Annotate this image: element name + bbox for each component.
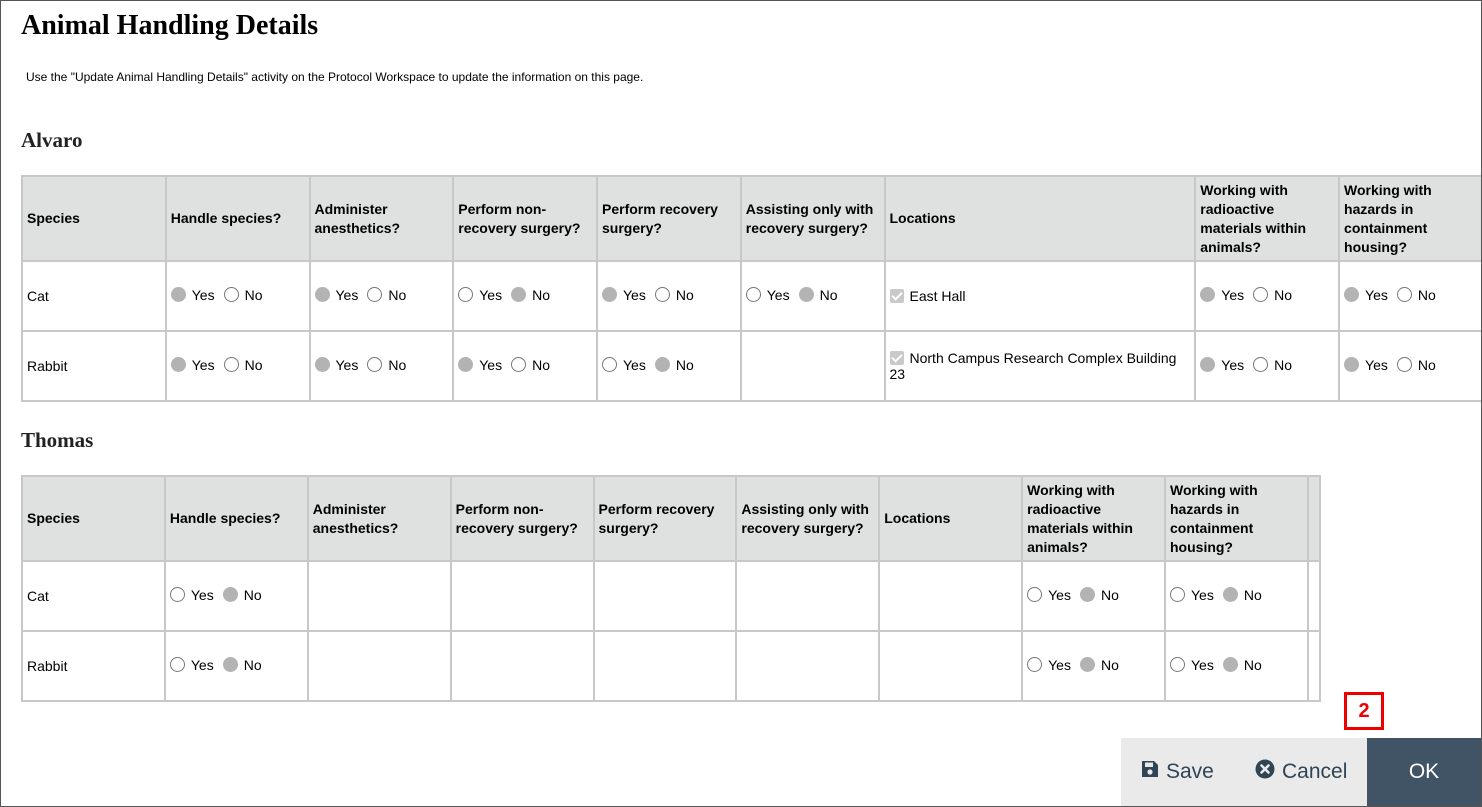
col-hazards: Working with hazards in containment housing? [1165, 476, 1308, 561]
non-recovery-cell [451, 631, 594, 701]
col-extra [1308, 476, 1320, 561]
hazards-cell [1339, 331, 1482, 401]
handle-cell [165, 631, 308, 701]
yes-no-radio-group [602, 286, 703, 305]
radio-no[interactable] [367, 287, 415, 303]
radio-yes-icon[interactable] [1344, 287, 1359, 302]
radio-no-label: No [1100, 656, 1119, 673]
radioactive-cell [1022, 561, 1165, 631]
radio-no-icon[interactable] [224, 287, 239, 302]
radio-yes-label: Yes [1048, 586, 1071, 603]
radio-yes[interactable] [602, 357, 655, 373]
section-title-alvaro: Alvaro [21, 128, 83, 152]
non-recovery-cell [453, 261, 597, 331]
non-recovery-cell [451, 561, 594, 631]
footer-bar [1121, 738, 1481, 806]
radio-yes-label: Yes [1221, 286, 1245, 303]
radio-no-icon[interactable] [1080, 657, 1095, 672]
radio-no-label: No [244, 356, 263, 373]
radio-no[interactable] [223, 587, 271, 603]
radio-yes[interactable] [1344, 287, 1397, 303]
radio-yes-icon[interactable] [315, 287, 330, 302]
col-non-recovery: Perform non-recovery surgery? [453, 176, 597, 261]
save-button[interactable] [1141, 738, 1214, 806]
radio-yes[interactable] [1027, 587, 1080, 603]
col-assisting: Assisting only with recovery surgery? [736, 476, 879, 561]
yes-no-radio-group [1170, 656, 1271, 675]
col-recovery: Perform recovery surgery? [597, 176, 741, 261]
assisting-cell [736, 561, 879, 631]
radio-no[interactable] [511, 357, 559, 373]
location-label: East Hall [909, 288, 966, 304]
radio-no-icon[interactable] [1253, 357, 1268, 372]
checkbox-icon[interactable] [890, 351, 904, 365]
radio-no[interactable] [1080, 587, 1128, 603]
radio-no-label: No [819, 286, 838, 303]
hazards-cell [1165, 631, 1308, 701]
hazards-cell [1339, 261, 1482, 331]
radio-no[interactable] [1223, 657, 1271, 673]
radio-no-icon[interactable] [223, 587, 238, 602]
radio-yes[interactable] [171, 287, 224, 303]
radio-no[interactable] [1397, 287, 1445, 303]
page-title: Animal Handling Details [21, 10, 319, 41]
assisting-cell [741, 261, 885, 331]
radio-yes-label: Yes [623, 286, 646, 303]
radio-no-icon[interactable] [1253, 287, 1268, 302]
radio-yes-icon[interactable] [1200, 357, 1215, 372]
radio-yes-label: Yes [1365, 356, 1388, 373]
radio-yes[interactable] [171, 357, 224, 373]
yes-no-radio-group [458, 356, 559, 375]
radio-yes-icon[interactable] [458, 287, 473, 302]
handle-cell [166, 331, 310, 401]
save-icon [1141, 760, 1159, 784]
radio-yes-label: Yes [335, 356, 359, 373]
species-cell: Rabbit [22, 631, 165, 701]
radio-no[interactable] [1397, 357, 1445, 373]
radio-yes-label: Yes [766, 286, 790, 303]
cancel-icon [1255, 759, 1275, 785]
col-non-recovery: Perform non-recovery surgery? [451, 476, 594, 561]
radio-no[interactable] [1223, 587, 1271, 603]
radio-yes[interactable] [170, 657, 223, 673]
yes-no-radio-group [1027, 586, 1128, 605]
table-row [22, 261, 1482, 331]
yes-no-radio-group [602, 356, 703, 375]
col-handle: Handle species? [165, 476, 308, 561]
radio-yes-icon[interactable] [1344, 357, 1359, 372]
radio-yes-icon[interactable] [171, 357, 186, 372]
checkbox-icon[interactable] [890, 289, 904, 303]
radio-no-label: No [1243, 586, 1262, 603]
alvaro-table [21, 175, 1482, 402]
radio-no-label: No [1100, 586, 1119, 603]
radio-yes[interactable] [315, 357, 368, 373]
col-anesthetics: Administer anesthetics? [308, 476, 451, 561]
cancel-button[interactable] [1255, 738, 1347, 806]
radio-no-label: No [1417, 356, 1436, 373]
radio-no[interactable] [1253, 357, 1301, 373]
col-handle: Handle species? [166, 176, 310, 261]
assisting-cell [741, 331, 885, 401]
radio-no-icon[interactable] [223, 657, 238, 672]
radio-yes[interactable] [746, 287, 799, 303]
radio-yes-icon[interactable] [1170, 657, 1185, 672]
step-marker: 2 [1344, 692, 1384, 730]
radio-yes[interactable] [1170, 657, 1223, 673]
radio-yes-icon[interactable] [1200, 287, 1215, 302]
radio-no-icon[interactable] [1223, 587, 1238, 602]
yes-no-radio-group [1344, 286, 1445, 305]
anesthetics-cell [310, 331, 454, 401]
radio-no-icon[interactable] [1080, 587, 1095, 602]
handle-cell [166, 261, 310, 331]
radio-yes-icon[interactable] [1027, 657, 1042, 672]
radio-yes-label: Yes [335, 286, 359, 303]
radio-yes-icon[interactable] [602, 357, 617, 372]
radio-yes-label: Yes [479, 286, 503, 303]
radio-no[interactable] [1080, 657, 1128, 673]
location-cell [885, 331, 1196, 401]
radio-no-label: No [388, 286, 407, 303]
radio-no-label: No [1417, 286, 1436, 303]
radio-yes-label: Yes [191, 286, 215, 303]
non-recovery-cell [453, 331, 597, 401]
radio-no-icon[interactable] [511, 287, 526, 302]
radio-yes[interactable] [1170, 587, 1223, 603]
radio-no-label: No [675, 356, 694, 373]
hazards-cell [1165, 561, 1308, 631]
location-cell [885, 261, 1196, 331]
radio-yes[interactable] [458, 287, 511, 303]
radio-no[interactable] [224, 287, 272, 303]
thomas-table [21, 475, 1321, 702]
col-assisting: Assisting only with recovery surgery? [741, 176, 885, 261]
radio-yes-label: Yes [479, 356, 503, 373]
radio-yes-icon[interactable] [170, 657, 185, 672]
col-species: Species [22, 476, 165, 561]
yes-no-radio-group [1344, 356, 1445, 375]
recovery-cell [597, 261, 741, 331]
radio-no[interactable] [799, 287, 847, 303]
recovery-cell [597, 331, 741, 401]
page-subtitle: Use the "Update Animal Handling Details" activity on the Protocol Workspace to update the information on this page. [26, 70, 644, 84]
radio-yes-label: Yes [1048, 656, 1071, 673]
yes-no-radio-group [458, 286, 559, 305]
radio-no-icon[interactable] [655, 287, 670, 302]
recovery-cell [594, 561, 737, 631]
radio-no-label: No [532, 286, 550, 303]
radio-no-label: No [243, 656, 262, 673]
anesthetics-cell [310, 261, 454, 331]
table-row [22, 631, 1320, 701]
radio-no-label: No [1243, 656, 1262, 673]
table-row [22, 561, 1320, 631]
radio-no-label: No [1274, 356, 1293, 373]
col-anesthetics: Administer anesthetics? [310, 176, 454, 261]
extra-cell [1308, 561, 1320, 631]
radioactive-cell [1022, 631, 1165, 701]
radio-yes-label: Yes [191, 356, 215, 373]
radio-no-icon[interactable] [511, 357, 526, 372]
radio-yes-icon[interactable] [170, 587, 185, 602]
radio-no[interactable] [655, 287, 703, 303]
yes-no-radio-group [170, 656, 271, 675]
section-title-thomas: Thomas [21, 428, 94, 452]
radio-yes-icon[interactable] [1027, 587, 1042, 602]
yes-no-radio-group [315, 286, 416, 305]
radio-yes[interactable] [1200, 287, 1253, 303]
radio-yes[interactable] [1344, 357, 1397, 373]
radio-yes[interactable] [170, 587, 223, 603]
table-header-row [22, 176, 1482, 261]
location-cell [879, 631, 1022, 701]
radio-no-icon[interactable] [367, 357, 382, 372]
col-recovery: Perform recovery surgery? [594, 476, 737, 561]
radio-no-label: No [244, 286, 263, 303]
radio-yes-label: Yes [1191, 586, 1214, 603]
radio-no-label: No [243, 586, 262, 603]
radio-yes-label: Yes [1191, 656, 1214, 673]
species-cell: Cat [22, 261, 166, 331]
col-locations: Locations [879, 476, 1022, 561]
radio-no-icon[interactable] [1397, 287, 1412, 302]
radio-no[interactable] [224, 357, 272, 373]
anesthetics-cell [308, 561, 451, 631]
radio-yes-icon[interactable] [171, 287, 186, 302]
yes-no-radio-group [171, 356, 272, 375]
recovery-cell [594, 631, 737, 701]
col-species: Species [22, 176, 166, 261]
yes-no-radio-group [1170, 586, 1271, 605]
yes-no-radio-group [171, 286, 272, 305]
yes-no-radio-group [1200, 286, 1301, 305]
yes-no-radio-group [170, 586, 271, 605]
radioactive-cell [1195, 261, 1339, 331]
radio-yes-icon[interactable] [458, 357, 473, 372]
radioactive-cell [1195, 331, 1339, 401]
radio-yes-icon[interactable] [315, 357, 330, 372]
table-header-row [22, 476, 1320, 561]
radio-yes-label: Yes [1365, 286, 1388, 303]
radio-no[interactable] [655, 357, 703, 373]
radio-yes-label: Yes [1221, 356, 1245, 373]
radio-no-icon[interactable] [1397, 357, 1412, 372]
col-radioactive: Working with radioactive materials within animals? [1022, 476, 1165, 561]
radio-no[interactable] [367, 357, 415, 373]
radio-yes-label: Yes [190, 656, 214, 673]
radio-no-icon[interactable] [224, 357, 239, 372]
location-cell [879, 561, 1022, 631]
species-cell: Cat [22, 561, 165, 631]
radio-no-icon[interactable] [367, 287, 382, 302]
radio-yes-icon[interactable] [602, 287, 617, 302]
radio-yes-label: Yes [190, 586, 214, 603]
extra-cell [1308, 631, 1320, 701]
anesthetics-cell [308, 631, 451, 701]
col-hazards: Working with hazards in containment housing? [1339, 176, 1482, 261]
save-label: Save [1166, 760, 1214, 783]
radio-yes-label: Yes [623, 356, 646, 373]
radio-yes[interactable] [602, 287, 655, 303]
radio-no[interactable] [511, 287, 559, 303]
table-row [22, 331, 1482, 401]
radio-yes-icon[interactable] [746, 287, 761, 302]
radio-no-label: No [675, 286, 694, 303]
radio-yes[interactable] [1200, 357, 1253, 373]
yes-no-radio-group [315, 356, 416, 375]
radio-no-label: No [1274, 286, 1293, 303]
radio-no-icon[interactable] [655, 357, 670, 372]
radio-no-icon[interactable] [1223, 657, 1238, 672]
ok-button[interactable]: OK [1367, 738, 1481, 806]
col-locations: Locations [885, 176, 1196, 261]
radio-no[interactable] [223, 657, 271, 673]
radio-yes[interactable] [315, 287, 368, 303]
yes-no-radio-group [1027, 656, 1128, 675]
col-radioactive: Working with radioactive materials within animals? [1195, 176, 1339, 261]
radio-yes-icon[interactable] [1170, 587, 1185, 602]
handle-cell [165, 561, 308, 631]
radio-yes[interactable] [1027, 657, 1080, 673]
assisting-cell [736, 631, 879, 701]
cancel-label: Cancel [1282, 760, 1348, 783]
location-label: North Campus Research Complex Building 23 [889, 350, 1177, 382]
radio-no-label: No [388, 356, 407, 373]
yes-no-radio-group [1200, 356, 1301, 375]
radio-no[interactable] [1253, 287, 1301, 303]
radio-no-icon[interactable] [799, 287, 814, 302]
yes-no-radio-group [746, 286, 847, 305]
radio-no-label: No [532, 356, 550, 373]
species-cell: Rabbit [22, 331, 166, 401]
radio-yes[interactable] [458, 357, 511, 373]
